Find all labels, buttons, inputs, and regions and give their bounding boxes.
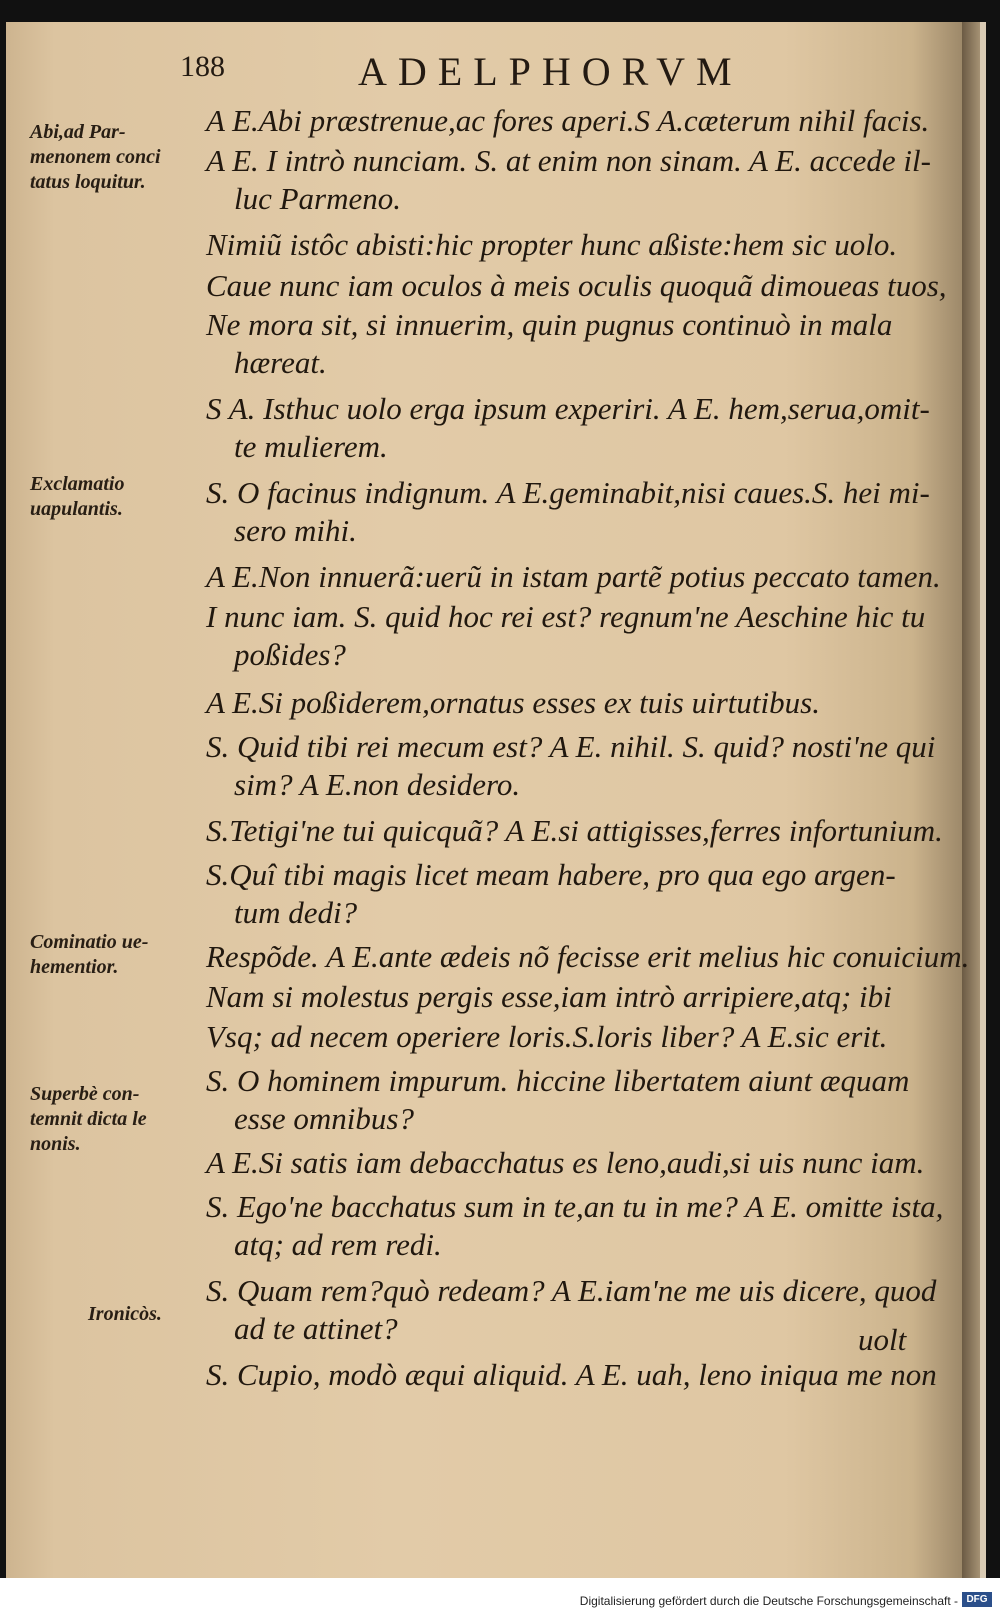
text-line: tum dedi? xyxy=(234,895,358,930)
text-line: A E.Si poßiderem,ornatus esses ex tuis uirtutibus. xyxy=(206,685,820,720)
text-line: S.Quî tibi magis licet meam habere, pro qua ego argen- xyxy=(206,857,896,892)
margin-note: Ironicòs. xyxy=(88,1303,162,1325)
text-line: ad te attinet? xyxy=(234,1311,398,1346)
text-line: sero mihi. xyxy=(234,513,357,548)
text-line: S. Quid tibi rei mecum est? A E. nihil. S. quid? nosti'ne qui xyxy=(206,729,936,764)
margin-note: Exclamatio uapulantis. xyxy=(30,473,125,520)
text-line: hæreat. xyxy=(234,345,327,380)
text-line: S. Quam rem?quò redeam? A E.iam'ne me uis dicere, quod xyxy=(206,1273,937,1308)
text-line: S. O hominem impurum. hiccine libertatem aiunt æquam xyxy=(206,1063,910,1098)
text-line: A E.Non innuerã:uerũ in istam partẽ potius peccato tamen. xyxy=(206,559,941,594)
text-line: S. Ego'ne bacchatus sum in te,an tu in me? A E. omitte ista, xyxy=(206,1189,944,1224)
digitization-footer xyxy=(0,1578,1000,1613)
text-line: sim? A E.non desidero. xyxy=(234,767,521,802)
text-line: A E.Abi præstrenue,ac fores aperi.S A.cæterum nihil facis. xyxy=(206,103,930,138)
text-line: S A. Isthuc uolo erga ipsum experiri. A E. hem,serua,omit- xyxy=(206,391,930,426)
text-line: S. Cupio, modò æqui aliquid. A E. uah, leno iniqua me non xyxy=(206,1357,937,1392)
text-line: Ne mora sit, si innuerim, quin pugnus continuò in mala xyxy=(206,307,893,342)
text-line: S.Tetigi'ne tui quicquã? A E.si attigisses,ferres infortunium. xyxy=(206,813,943,848)
text-line: Nimiũ istôc abisti:hic propter hunc aßiste:hem sic uolo. xyxy=(206,227,898,262)
text-line: atq; ad rem redi. xyxy=(234,1227,442,1262)
text-line: te mulierem. xyxy=(234,429,388,464)
book-title: ADELPHORVM xyxy=(358,49,743,94)
text-line: I nunc iam. S. quid hoc rei est? regnum'ne Aeschine hic tu xyxy=(206,599,926,634)
funding-credit: Digitalisierung gefördert durch die Deutsche Forschungsgemeinschaft - xyxy=(579,1594,958,1608)
page-edge xyxy=(962,22,980,1578)
text-line: Vsq; ad necem operiere loris.S.loris liber? A E.sic erit. xyxy=(206,1019,888,1054)
text-line: poßides? xyxy=(234,637,346,672)
text-line: Nam si molestus pergis esse,iam intrò arripiere,atq; ibi xyxy=(206,979,892,1014)
text-line: A E. I intrò nunciam. S. at enim non sinam. A E. accede il- xyxy=(206,143,931,178)
dfg-logo: DFG xyxy=(962,1592,992,1607)
text-line: Respõde. A E.ante ædeis nõ fecisse erit melius hic conuicium. xyxy=(206,939,970,974)
book-page xyxy=(6,22,986,1578)
running-head xyxy=(6,50,980,110)
margin-note: Abi,ad Par- menonem conci tatus loquitur. xyxy=(30,121,161,193)
text-line: Caue nunc iam oculos à meis oculis quoquã dimoueas tuos, xyxy=(206,268,947,303)
text-line: A E.Si satis iam debacchatus es leno,audi,si uis nunc iam. xyxy=(206,1145,925,1180)
text-line: S. O facinus indignum. A E.geminabit,nisi caues.S. hei mi- xyxy=(206,475,930,510)
page-number: 188 xyxy=(180,50,225,83)
text-line: luc Parmeno. xyxy=(234,181,402,216)
text-line: esse omnibus? xyxy=(234,1101,414,1136)
margin-note: Superbè con- temnit dicta le nonis. xyxy=(30,1083,147,1155)
catchword: uolt xyxy=(858,1322,907,1357)
margin-note: Cominatio ue- hementior. xyxy=(30,931,149,978)
